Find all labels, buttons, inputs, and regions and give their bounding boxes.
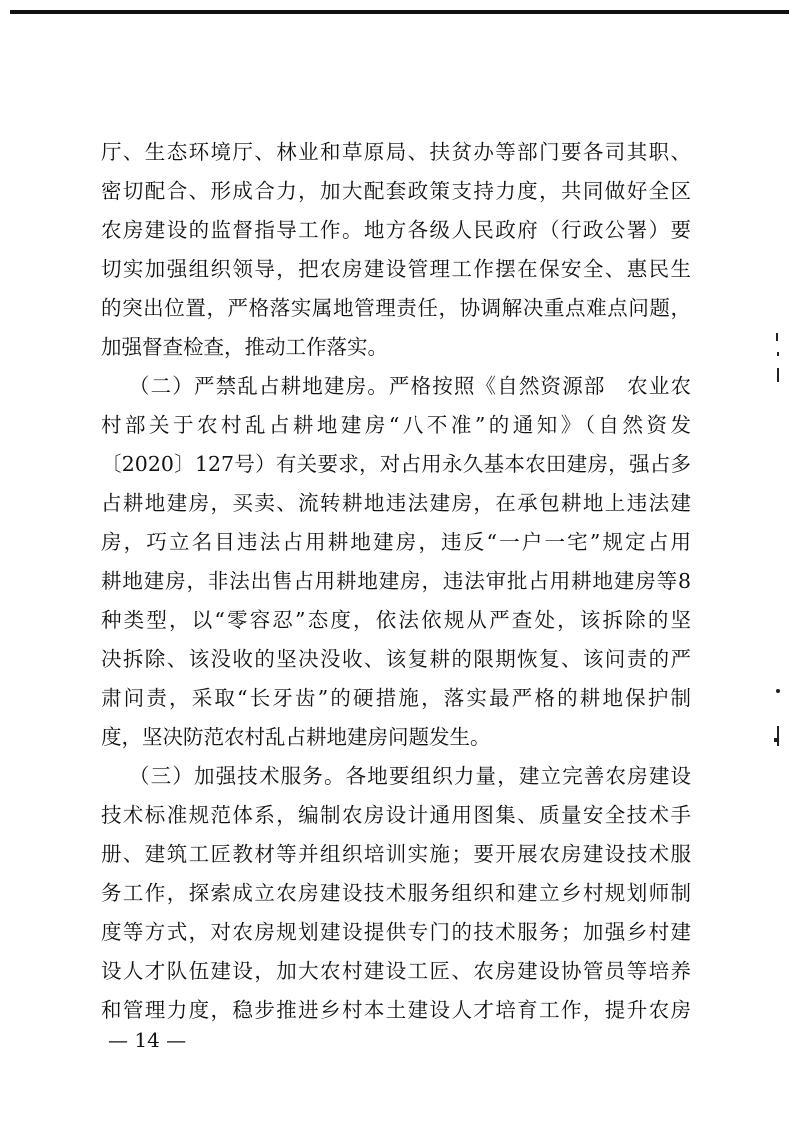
text-line: 农房建设的监督指导工作。地方各级人民政府（行政公署）要: [101, 218, 691, 242]
binding-mark: [777, 726, 779, 746]
text-line: 册、建筑工匠教材等并组织培训实施；要开展农房建设技术服: [101, 842, 691, 866]
text-line: 务工作，探索成立农房建设技术服务组织和建立乡村规划师制: [101, 881, 691, 905]
page-number: — 14 —: [108, 1028, 187, 1052]
text-line: 〔2020〕127号）有关要求，对占用永久基本农田建房，强占多: [101, 452, 691, 476]
text-line: 房，巧立名目违法占用耕地建房，违反“一户一宅”规定占用: [101, 530, 691, 554]
binding-mark: [776, 689, 780, 693]
text-line: 占耕地建房，买卖、流转耕地违法建房，在承包耕地上违法建: [101, 491, 691, 515]
binding-mark: [777, 368, 779, 382]
text-line: 密切配合、形成合力，加大配套政策支持力度，共同做好全区: [101, 179, 691, 203]
header-rule: [10, 10, 789, 14]
text-line: 决拆除、该没收的坚决没收、该复耕的限期恢复、该问责的严: [101, 647, 691, 671]
text-line: 加强督查检查，推动工作落实。: [101, 335, 388, 359]
text-line: 设人才队伍建设，加大农村建设工匠、农房建设协管员等培养: [101, 959, 691, 983]
text-line: 肃问责，采取“长牙齿”的硬措施，落实最严格的耕地保护制: [101, 686, 691, 710]
text-line: 种类型，以“零容忍”态度，依法依规从严查处，该拆除的坚: [101, 608, 691, 632]
text-line: 耕地建房，非法出售占用耕地建房，违法审批占用耕地建房等8: [101, 569, 691, 593]
binding-mark: [774, 738, 778, 742]
text-line: 技术标准规范体系，编制农房设计通用图集、质量安全技术手: [101, 803, 691, 827]
text-line: 和管理力度，稳步推进乡村本土建设人才培育工作，提升农房: [101, 998, 691, 1022]
section-heading-line: （二）严禁乱占耕地建房。严格按照《自然资源部 农业农: [129, 374, 691, 398]
text-line: 度，坚决防范农村乱占耕地建房问题发生。: [101, 725, 491, 749]
text-line: 切实加强组织领导，把农房建设管理工作摆在保安全、惠民生: [101, 257, 691, 281]
text-line: 村部关于农村乱占耕地建房“八不准”的通知》（自然资发: [101, 413, 691, 437]
text-line: 厅、生态环境厅、林业和草原局、扶贫办等部门要各司其职、: [101, 140, 691, 164]
text-line: 的突出位置，严格落实属地管理责任，协调解决重点难点问题，: [101, 296, 691, 320]
section-heading-line: （三）加强技术服务。各地要组织力量，建立完善农房建设: [129, 764, 691, 788]
binding-mark: [777, 352, 779, 356]
text-line: 度等方式，对农房规划建设提供专门的技术服务；加强乡村建: [101, 920, 691, 944]
binding-mark: [776, 333, 778, 341]
